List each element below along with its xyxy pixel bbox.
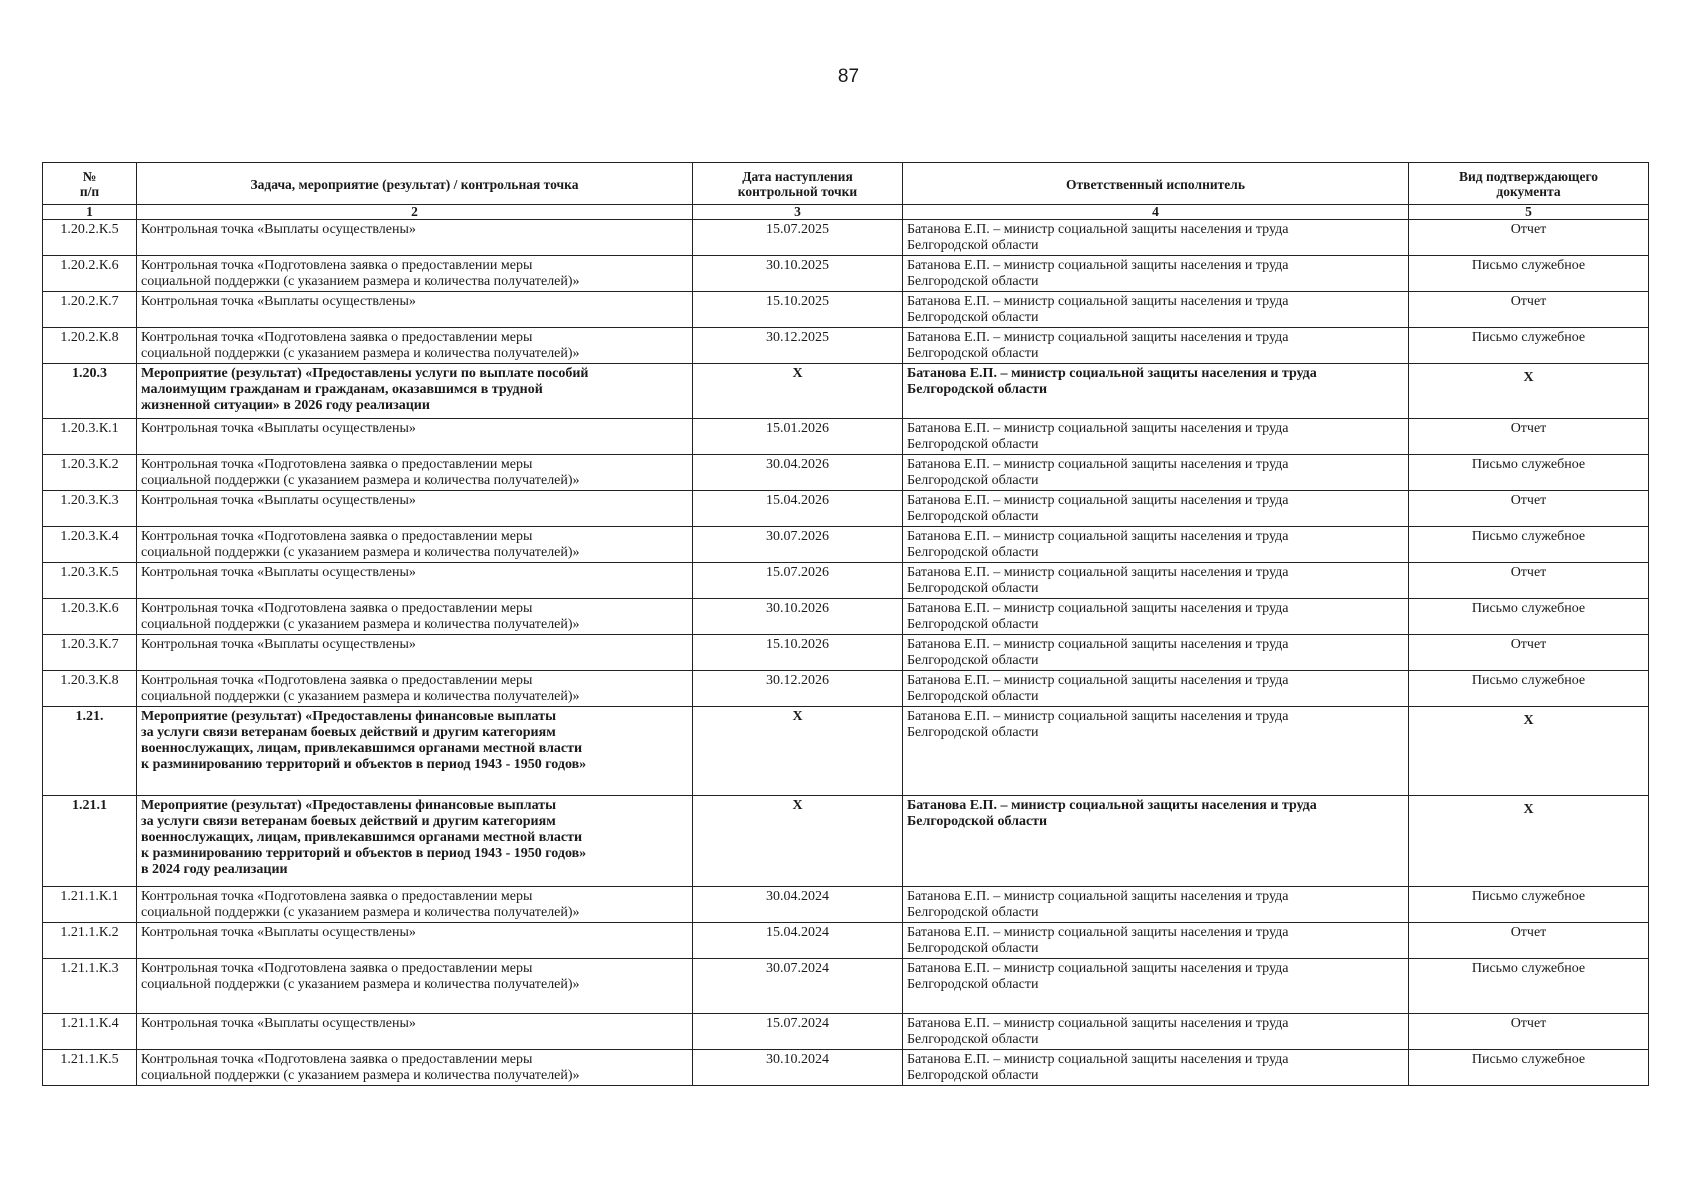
header-task: Задача, мероприятие (результат) / контрольная точка [137, 163, 693, 205]
cell-number: 1.20.3.К.6 [43, 599, 137, 635]
cell-document: Х [1409, 707, 1649, 796]
cell-responsible: Батанова Е.П. – министр социальной защиты населения и труда Белгородской области [903, 220, 1409, 256]
cell-number: 1.20.2.К.7 [43, 292, 137, 328]
cell-document: Отчет [1409, 220, 1649, 256]
cell-date: 30.12.2025 [693, 328, 903, 364]
cell-responsible: Батанова Е.П. – министр социальной защиты населения и труда Белгородской области [903, 1050, 1409, 1086]
cell-task: Контрольная точка «Выплаты осуществлены» [137, 923, 693, 959]
cell-number: 1.21.1.К.3 [43, 959, 137, 1014]
cell-date: 30.12.2026 [693, 671, 903, 707]
cell-document: Письмо служебное [1409, 887, 1649, 923]
cell-number: 1.21.1.К.2 [43, 923, 137, 959]
cell-task: Контрольная точка «Подготовлена заявка о предоставлении меры социальной поддержки (с указанием размера и количества получателей)» [137, 455, 693, 491]
cell-document: Письмо служебное [1409, 256, 1649, 292]
cell-document: Отчет [1409, 419, 1649, 455]
cell-responsible: Батанова Е.П. – министр социальной защиты населения и труда Белгородской области [903, 527, 1409, 563]
cell-document: Отчет [1409, 563, 1649, 599]
cell-task: Мероприятие (результат) «Предоставлены финансовые выплаты за услуги связи ветеранам боевых действий и другим категориям военнослужащих, лицам, привлекавшимся органами местной власти к разминированию территорий и объектов в период 1943 - 1950 годов» в 2024 году реализации [137, 796, 693, 887]
column-number: 1 [43, 205, 137, 220]
table-row [43, 635, 1649, 671]
cell-task: Контрольная точка «Выплаты осуществлены» [137, 220, 693, 256]
cell-task: Контрольная точка «Подготовлена заявка о предоставлении меры социальной поддержки (с указанием размера и количества получателей)» [137, 527, 693, 563]
cell-number: 1.20.3.К.8 [43, 671, 137, 707]
table-row [43, 707, 1649, 796]
cell-date: 15.10.2025 [693, 292, 903, 328]
cell-number: 1.20.3.К.4 [43, 527, 137, 563]
table-row [43, 563, 1649, 599]
table-row [43, 527, 1649, 563]
table-body [43, 220, 1649, 1086]
cell-responsible: Батанова Е.П. – министр социальной защиты населения и труда Белгородской области [903, 671, 1409, 707]
cell-date: 15.01.2026 [693, 419, 903, 455]
cell-document: Письмо служебное [1409, 1050, 1649, 1086]
control-points-table [42, 162, 1649, 1086]
table-row [43, 599, 1649, 635]
cell-responsible: Батанова Е.П. – министр социальной защиты населения и труда Белгородской области [903, 959, 1409, 1014]
cell-document: Отчет [1409, 292, 1649, 328]
cell-document: Отчет [1409, 1014, 1649, 1050]
table-row [43, 328, 1649, 364]
cell-date: Х [693, 364, 903, 419]
table-row [43, 923, 1649, 959]
cell-number: 1.20.3.К.3 [43, 491, 137, 527]
header-row [43, 163, 1649, 205]
header-date: Дата наступления контрольной точки [693, 163, 903, 205]
cell-date: 15.04.2026 [693, 491, 903, 527]
cell-task: Контрольная точка «Выплаты осуществлены» [137, 563, 693, 599]
cell-responsible: Батанова Е.П. – министр социальной защиты населения и труда Белгородской области [903, 599, 1409, 635]
cell-date: 15.07.2026 [693, 563, 903, 599]
cell-responsible: Батанова Е.П. – министр социальной защиты населения и труда Белгородской области [903, 923, 1409, 959]
column-numbers-row [43, 205, 1649, 220]
header-number: № п/п [43, 163, 137, 205]
table-row [43, 1014, 1649, 1050]
cell-responsible: Батанова Е.П. – министр социальной защиты населения и труда Белгородской области [903, 419, 1409, 455]
table-row [43, 220, 1649, 256]
cell-responsible: Батанова Е.П. – министр социальной защиты населения и труда Белгородской области [903, 364, 1409, 419]
cell-document: Отчет [1409, 491, 1649, 527]
page-number: 87 [837, 66, 860, 87]
table-row [43, 364, 1649, 419]
cell-task: Контрольная точка «Выплаты осуществлены» [137, 1014, 693, 1050]
cell-task: Контрольная точка «Подготовлена заявка о предоставлении меры социальной поддержки (с указанием размера и количества получателей)» [137, 671, 693, 707]
cell-number: 1.20.2.К.6 [43, 256, 137, 292]
cell-number: 1.20.2.К.5 [43, 220, 137, 256]
cell-task: Контрольная точка «Выплаты осуществлены» [137, 419, 693, 455]
column-number: 4 [903, 205, 1409, 220]
cell-responsible: Батанова Е.П. – министр социальной защиты населения и труда Белгородской области [903, 256, 1409, 292]
table-row [43, 292, 1649, 328]
cell-responsible: Батанова Е.П. – министр социальной защиты населения и труда Белгородской области [903, 1014, 1409, 1050]
cell-date: Х [693, 707, 903, 796]
cell-task: Контрольная точка «Выплаты осуществлены» [137, 292, 693, 328]
cell-date: 15.04.2024 [693, 923, 903, 959]
cell-number: 1.21.1 [43, 796, 137, 887]
cell-document: Письмо служебное [1409, 455, 1649, 491]
cell-number: 1.20.3 [43, 364, 137, 419]
cell-number: 1.20.3.К.1 [43, 419, 137, 455]
cell-date: 15.07.2025 [693, 220, 903, 256]
table-row [43, 256, 1649, 292]
cell-responsible: Батанова Е.П. – министр социальной защиты населения и труда Белгородской области [903, 455, 1409, 491]
table-row [43, 796, 1649, 887]
table-row [43, 1050, 1649, 1086]
cell-document: Письмо служебное [1409, 527, 1649, 563]
cell-responsible: Батанова Е.П. – министр социальной защиты населения и труда Белгородской области [903, 292, 1409, 328]
cell-number: 1.21. [43, 707, 137, 796]
cell-number: 1.21.1.К.1 [43, 887, 137, 923]
cell-date: 30.07.2024 [693, 959, 903, 1014]
cell-date: 30.10.2025 [693, 256, 903, 292]
cell-responsible: Батанова Е.П. – министр социальной защиты населения и труда Белгородской области [903, 563, 1409, 599]
column-number: 5 [1409, 205, 1649, 220]
table-row [43, 455, 1649, 491]
column-number: 2 [137, 205, 693, 220]
cell-date: Х [693, 796, 903, 887]
cell-document: Отчет [1409, 923, 1649, 959]
cell-task: Мероприятие (результат) «Предоставлены услуги по выплате пособий малоимущим гражданам и гражданам, оказавшимся в трудной жизненной ситуации» в 2026 году реализации [137, 364, 693, 419]
cell-task: Контрольная точка «Подготовлена заявка о предоставлении меры социальной поддержки (с указанием размера и количества получателей)» [137, 1050, 693, 1086]
cell-task: Контрольная точка «Подготовлена заявка о предоставлении меры социальной поддержки (с указанием размера и количества получателей)» [137, 256, 693, 292]
cell-task: Мероприятие (результат) «Предоставлены финансовые выплаты за услуги связи ветеранам боевых действий и другим категориям военнослужащих, лицам, привлекавшимся органами местной власти к разминированию территорий и объектов в период 1943 - 1950 годов» [137, 707, 693, 796]
header-responsible: Ответственный исполнитель [903, 163, 1409, 205]
cell-date: 30.07.2026 [693, 527, 903, 563]
cell-number: 1.20.3.К.2 [43, 455, 137, 491]
cell-task: Контрольная точка «Выплаты осуществлены» [137, 635, 693, 671]
cell-number: 1.20.3.К.7 [43, 635, 137, 671]
column-number: 3 [693, 205, 903, 220]
table-row [43, 959, 1649, 1014]
header-document: Вид подтверждающего документа [1409, 163, 1649, 205]
cell-task: Контрольная точка «Подготовлена заявка о предоставлении меры социальной поддержки (с указанием размера и количества получателей)» [137, 959, 693, 1014]
cell-task: Контрольная точка «Подготовлена заявка о предоставлении меры социальной поддержки (с указанием размера и количества получателей)» [137, 599, 693, 635]
cell-date: 30.10.2026 [693, 599, 903, 635]
cell-task: Контрольная точка «Подготовлена заявка о предоставлении меры социальной поддержки (с указанием размера и количества получателей)» [137, 328, 693, 364]
cell-responsible: Батанова Е.П. – министр социальной защиты населения и труда Белгородской области [903, 887, 1409, 923]
table-row [43, 887, 1649, 923]
cell-document: Письмо служебное [1409, 328, 1649, 364]
cell-responsible: Батанова Е.П. – министр социальной защиты населения и труда Белгородской области [903, 635, 1409, 671]
cell-number: 1.20.2.К.8 [43, 328, 137, 364]
cell-date: 15.07.2024 [693, 1014, 903, 1050]
table-row [43, 491, 1649, 527]
table-row [43, 419, 1649, 455]
cell-date: 30.04.2024 [693, 887, 903, 923]
cell-date: 15.10.2026 [693, 635, 903, 671]
cell-task: Контрольная точка «Подготовлена заявка о предоставлении меры социальной поддержки (с указанием размера и количества получателей)» [137, 887, 693, 923]
cell-date: 30.04.2026 [693, 455, 903, 491]
cell-number: 1.21.1.К.4 [43, 1014, 137, 1050]
cell-responsible: Батанова Е.П. – министр социальной защиты населения и труда Белгородской области [903, 491, 1409, 527]
cell-responsible: Батанова Е.П. – министр социальной защиты населения и труда Белгородской области [903, 328, 1409, 364]
cell-responsible: Батанова Е.П. – министр социальной защиты населения и труда Белгородской области [903, 707, 1409, 796]
cell-document: Х [1409, 796, 1649, 887]
cell-document: Письмо служебное [1409, 671, 1649, 707]
cell-document: Х [1409, 364, 1649, 419]
cell-number: 1.21.1.К.5 [43, 1050, 137, 1086]
cell-document: Письмо служебное [1409, 599, 1649, 635]
cell-number: 1.20.3.К.5 [43, 563, 137, 599]
cell-document: Отчет [1409, 635, 1649, 671]
cell-document: Письмо служебное [1409, 959, 1649, 1014]
cell-task: Контрольная точка «Выплаты осуществлены» [137, 491, 693, 527]
table-row [43, 671, 1649, 707]
cell-responsible: Батанова Е.П. – министр социальной защиты населения и труда Белгородской области [903, 796, 1409, 887]
cell-date: 30.10.2024 [693, 1050, 903, 1086]
